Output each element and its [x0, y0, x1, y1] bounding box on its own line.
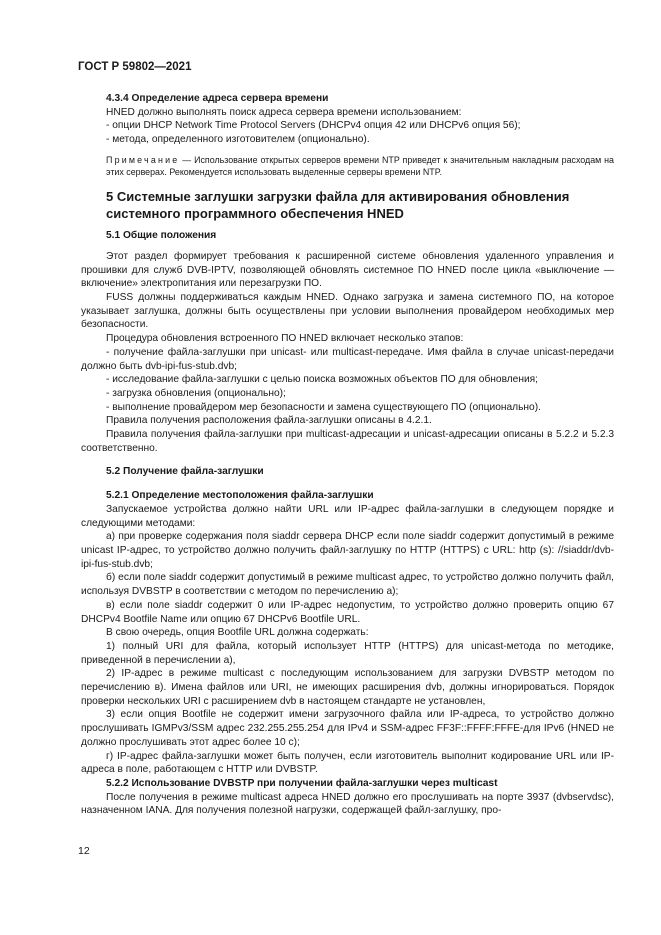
- s51-para-4: - исследование файла-заглушки с целью поиска возможных объектов ПО для обновления;: [106, 374, 539, 386]
- standard-header: ГОСТ Р 59802—2021: [78, 61, 192, 73]
- s521-para-2: б) если поле siaddr содержит допустимый в режиме multicast адрес, то устройство должно получить файл, используя DVBSTP в соответствии с методом по перечислению а);: [81, 572, 614, 598]
- note-text: — Использование открытых серверов времени NTP приведет к значительным накладным расходам на этих серверах. Рекомендуется использовать выделенные серверы времени NTP.: [106, 154, 614, 178]
- section-5-2-1-title: 5.2.1 Определение местоположения файла-заглушки: [106, 490, 374, 502]
- page-body: [81, 92, 614, 818]
- s522-para-0: После получения в режиме multicast адреса HNED должно его прослушивать на порте 3937 (dvbservdsc), назначенном IANA. Для получения полезной нагрузки, содержащей файл-заглушку, про-: [81, 791, 614, 817]
- note: [106, 154, 614, 178]
- s521-para-7: 3) если опция Bootfile не содержит имени загрузочного файла или IP-адреса, то устройство должно прослушивать IGMPv3/SSM адрес 232.255.255.254 для IPv4 и SSM-адрес FF3F::FFFF:FFFE-для IPv6 (HNED не должно прослушивать этот адрес более 10 с);: [81, 709, 614, 748]
- section-4-3-4-title: 4.3.4 Определение адреса сервера времени: [106, 93, 329, 104]
- s521-para-8: г) IP-адрес файла-заглушки может быть получен, если изготовитель выполнит кодирование URL или IP-адреса в поле, работающем с HTTP или DVBSTP.: [81, 750, 614, 776]
- s434-line-0: HNED должно выполнять поиск адреса сервера времени использованием:: [106, 106, 462, 118]
- s521-para-4: В свою очередь, опция Bootfile URL должна содержать:: [106, 627, 369, 639]
- s51-para-6: - выполнение провайдером мер безопасности и замена существующего ПО (опционально).: [106, 401, 541, 413]
- s51-para-8: Правила получения файла-заглушки при multicast-адресации и unicast-адресации описаны в 5.2.2 и 5.2.3 соответственно.: [81, 429, 614, 454]
- note-label: Примечание: [106, 154, 180, 165]
- s521-para-0: Запускаемое устройства должно найти URL или IP-адрес файла-заглушки в следующем порядке и следующими методами:: [81, 503, 614, 529]
- s51-para-5: - загрузка обновления (опционально);: [106, 387, 286, 399]
- s521-para-3: в) если поле siaddr содержит 0 или IP-адрес недопустим, то устройство должно проверить опцию 67 DHCPv4 Bootfile Name или опцию 67 DHCPv6 Bootfile URL.: [81, 599, 614, 625]
- section-5-2-title: 5.2 Получение файла-заглушки: [106, 466, 264, 478]
- s51-para-0: Этот раздел формирует требования к расширенной системе обновления удаленного управления и прошивки для служб DVB-IPTV, позволяющей обновлять системное ПО HNED после цикла «выключение — включение» электропитания или перезагрузки ПО.: [81, 250, 614, 290]
- section-5-title: 5 Системные заглушки загрузки файла для активирования обновления системного программного обеспечения HNED: [106, 189, 570, 222]
- s434-line-1: - опции DHCP Network Time Protocol Servers (DHCPv4 опция 42 или DHCPv6 опция 56);: [106, 120, 521, 132]
- s434-line-2: - метода, определенного изготовителем (опционально).: [106, 134, 370, 146]
- section-5-2-2-title: 5.2.2 Использование DVBSTP при получении файла-заглушки через multicast: [106, 777, 498, 789]
- s51-para-2: Процедура обновления встроенного ПО HNED включает несколько этапов:: [106, 333, 464, 345]
- s51-para-1: FUSS должны поддерживаться каждым HNED. Однако загрузка и замена системного ПО, на которое указывает заглушка, должны быть осуществлены при условии выполнения провайдером необходимых мер безопасности.: [81, 292, 614, 331]
- s521-para-5: 1) полный URI для файла, который использует HTTP (HTTPS) для unicast-метода по методике, приведенной в перечислении а),: [81, 640, 614, 666]
- s51-para-7: Правила получения расположения файла-заглушки описаны в 4.2.1.: [106, 415, 432, 427]
- page-number: 12: [78, 845, 90, 857]
- section-5-1-title: 5.1 Общие положения: [106, 230, 217, 242]
- s51-para-3: - получение файла-заглушки при unicast- или multicast-передаче. Имя файла в случае unicast-передачи должно быть dvb-ipi-fus-stub.dvb;: [81, 346, 614, 372]
- s521-para-6: 2) IP-адрес в режиме multicast с последующим использованием для загрузки DVBSTP методом по перечислению в). Имена файлов или URI, не имеющих расширения dvb, должны игнорироваться. Порядок проверки нескольких URI с расширением dvb в настоящем стандарте не установлен,: [81, 668, 614, 707]
- s521-para-1: а) при проверке содержания поля siaddr сервера DHCP если поле siaddr содержит допустимый в режиме unicast IP-адрес, то устройство должно получить файл-заглушку по HTTP (HTTPS) с URL: http (s): //siaddr/dvb-ipi-fus-stub.dvb;: [81, 531, 614, 570]
